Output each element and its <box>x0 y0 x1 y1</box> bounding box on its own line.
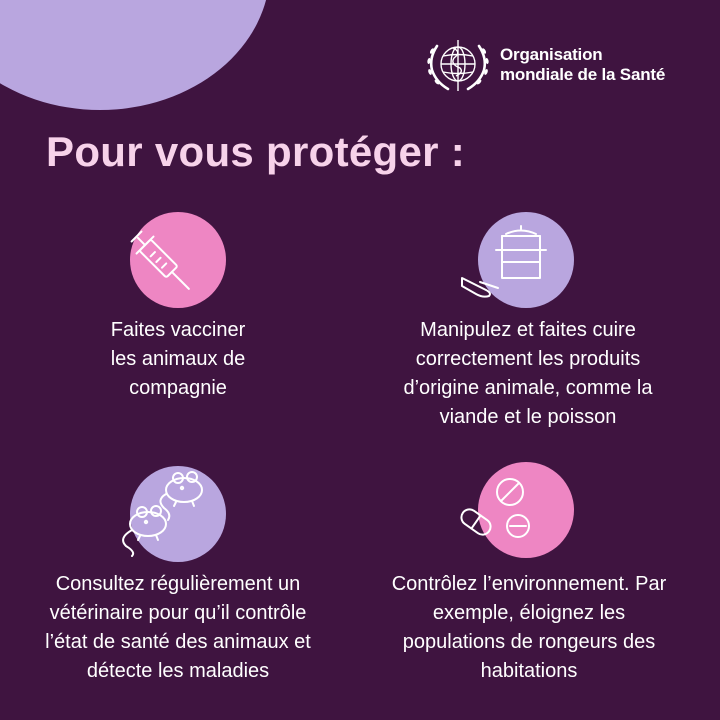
item-2-line-2: correctement les produits <box>415 348 641 370</box>
logo-line-2: mondiale de la Santé <box>500 65 666 84</box>
who-emblem-icon <box>424 34 492 96</box>
item-3-line-3: l’état de santé des animaux et <box>45 631 311 653</box>
cooking-pot-icon <box>458 222 558 304</box>
item-3-caption <box>28 570 328 686</box>
page-title: Pour vous protéger : <box>46 128 466 175</box>
item-2-line-1: Manipulez et faites cuire <box>420 319 636 341</box>
item-4-line-4: habitations <box>480 660 578 682</box>
item-3-line-1: Consultez régulièrement un <box>55 573 301 595</box>
item-1-line-2: les animaux de <box>110 348 246 370</box>
item-4-line-2: exemple, éloignez les <box>432 602 626 624</box>
decorative-corner-circle <box>0 0 270 110</box>
pills-icon <box>454 474 544 544</box>
item-1-line-3: compagnie <box>129 377 227 399</box>
item-2-line-4: viande et le poisson <box>439 406 617 428</box>
item-4-line-1: Contrôlez l’environnement. Par <box>391 573 667 595</box>
rodents-icon <box>112 468 222 558</box>
item-1-caption <box>40 316 316 403</box>
item-2-caption <box>368 316 688 432</box>
syringe-icon <box>128 222 198 300</box>
item-4-caption <box>364 570 694 686</box>
item-2-line-3: d’origine animale, comme la <box>403 377 653 399</box>
item-4-line-3: populations de rongeurs des <box>402 631 656 653</box>
item-3-line-4: détecte les maladies <box>86 660 270 682</box>
item-1-line-1: Faites vacciner <box>110 319 246 341</box>
logo-line-1: Organisation <box>500 45 603 64</box>
item-3-line-2: vétérinaire pour qu’il contrôle <box>49 602 307 624</box>
who-logo <box>424 34 665 96</box>
